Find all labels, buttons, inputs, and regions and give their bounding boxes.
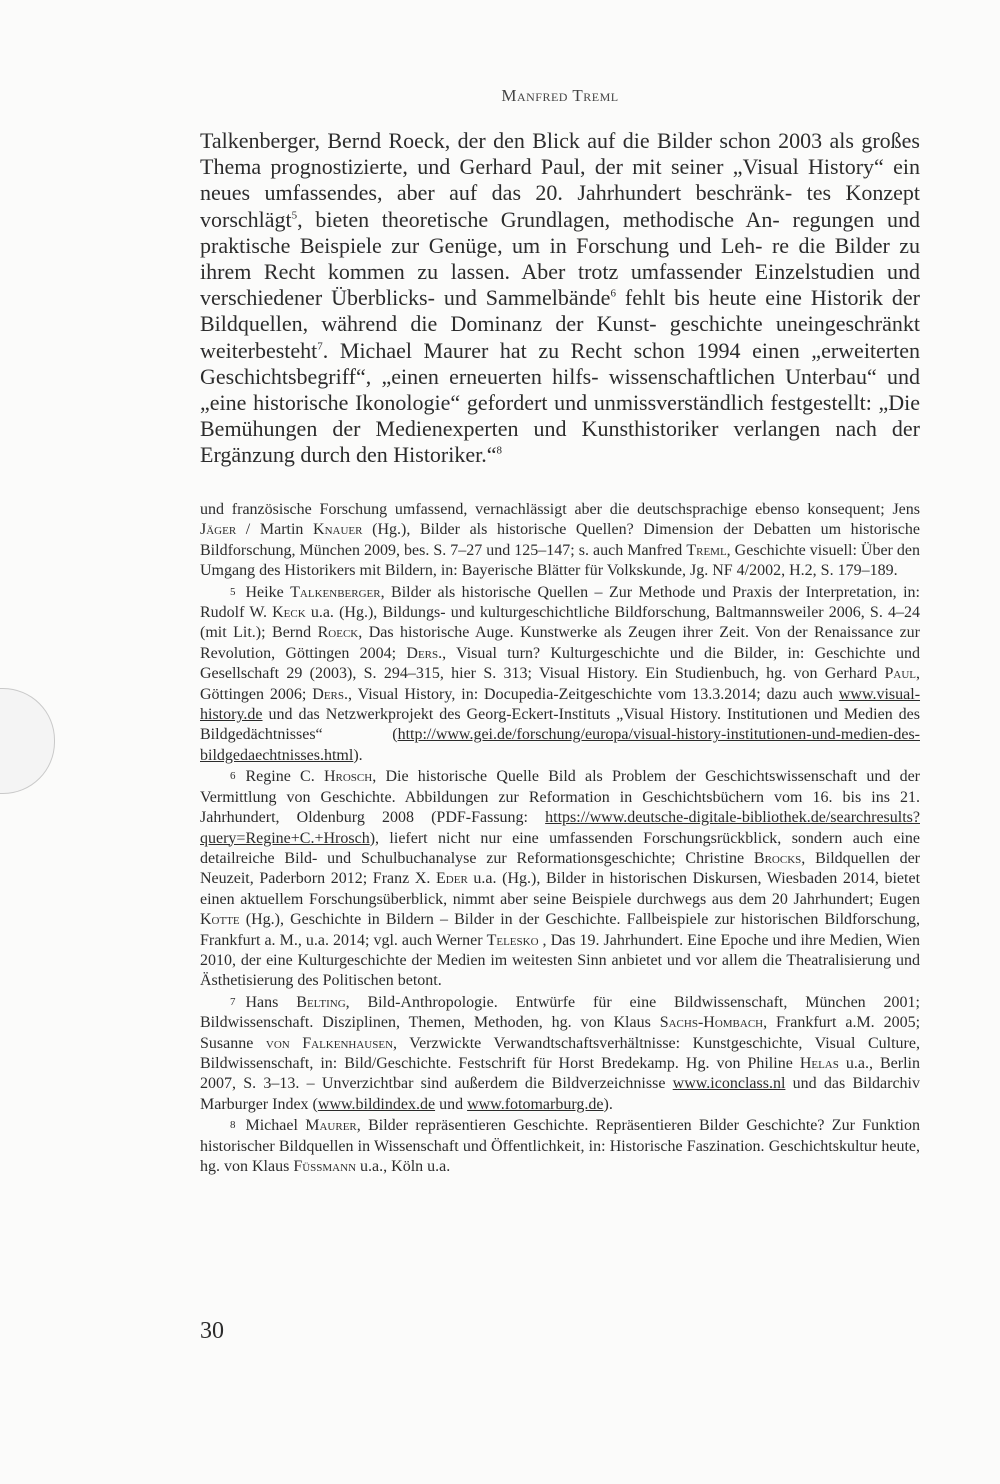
body-line: wissenschaftlichen Unterbau“ und „eine historische Ikonologie“ gefordert [200, 363, 920, 416]
footnote-number: 7 [230, 995, 236, 1008]
footnote-text: , Bilder als historische Quellen – Zur Methode und Praxis der Interpretation, in: Rudolf W. [200, 583, 921, 622]
body-line: geschichte uneingeschränkt weiterbesteht [200, 311, 921, 363]
url-link[interactable]: www.visual-history.de [200, 685, 921, 724]
author-name: Ders. [406, 644, 443, 662]
footnote-text: , Das historische Auge. Kunstwerke als Zeugen ihrer Zeit. Von der Renaissance zur Revolution, Göttingen 2004; [200, 624, 920, 662]
body-line: und unmissverständlich festgestellt: „Die Bemühungen der Medienexperten [200, 390, 921, 442]
footnotes [200, 500, 920, 1177]
footnote-text: Regine C. [245, 768, 324, 786]
footnote-8 [200, 1115, 920, 1177]
footnote-text: , Geschichte visuell: Über den Umgang des Historikers mit Bildern, in: Bayerische Blätter für Volkskunde, Jg. NF 4/2002, H.2, S. 179–189. [200, 541, 920, 580]
scanner-clip-shadow [0, 688, 55, 794]
body-line: Talkenberger, Bernd Roeck, der den Blick auf die Bilder schon 2003 als [200, 128, 854, 153]
footnote-text: und das Bildarchiv Marburger Index ( [200, 1075, 920, 1113]
footnote-text: (Hg.), Bilder als historische Quellen? Dimension der Debatten um historische Bildforschung, München 2009, bes. S. 7–27 und 125–147; s. auch Manfred [200, 521, 920, 559]
footnote-text: , Bilder repräsentieren Geschichte. Repräsentieren Bilder Geschichte? Zur Funktion historischer Bildquellen in Wissenschaft und Öffentlichkeit, in: Historische Faszination. Geschichtskultur heute, hg. von Klaus [200, 1117, 921, 1175]
footnote-text: , Visual turn? Kulturgeschichte und die Bilder, in: Geschichte und Gesellschaft 29 (2003), S. 294–315, hier S. 313; Visual History. Ein Studienbuch, hg. von Gerhard [200, 644, 920, 683]
footnote-text: , Bild-Anthropologie. Entwürfe für eine Bildwissenschaft, München 2001; Bildwissenschaft. Disziplinen, Themen, Methoden, hg. von Klaus [200, 993, 920, 1032]
footnote-text: ), liefert nicht nur eine umfassenden Forschungsrückblick, sondern auch eine detailreiche Bild- und Schulbuchanalyse zur Reformationsgeschichte; Christine [200, 829, 920, 867]
body-line: fehlt bis [615, 285, 700, 311]
body-line: regungen und praktische Beispiele zur Genüge, um in Forschung und Leh- [200, 206, 921, 258]
footnote-number: 5 [230, 585, 236, 598]
footnote-number: 8 [230, 1119, 236, 1132]
footnote-6 [200, 766, 920, 991]
footnote-text: u.a., Köln u.a. [356, 1158, 451, 1175]
footnote-text: , Frankfurt a.M. 2005; Susanne [200, 1014, 921, 1052]
footnote-ref-5[interactable]: 5 [291, 209, 298, 222]
body-line: großes Thema prognostizierte, und Gerhard Paul, der mit seiner „Visual [200, 128, 920, 180]
author-name: Knauer [313, 521, 363, 539]
author-name: Sachs-Hombach [659, 1014, 764, 1032]
author-name: Ders. [312, 685, 349, 703]
footnote-ref-6[interactable]: 6 [610, 287, 616, 300]
author-name: Talkenberger [290, 583, 381, 601]
body-line: schon 1994 einen „erweiterten Geschichtsbegriff“, „einen erneuerten hilfs- [200, 337, 921, 389]
author-name: von Falkenhausen [265, 1034, 394, 1052]
footnote-text: u.a. (Hg.), Bilder in historischen Diskursen, Wiesbaden 2014, bietet einen aktuellem Forschungsüberblick, nimmt aber seine Beispiele durchwegs aus dem 20 Jahrhundert; Eugen [200, 870, 921, 908]
author-name: Kotte [200, 911, 240, 929]
author-name: Hrosch [323, 768, 373, 786]
body-line: und Kunsthistoriker verlangen nach der Ergänzung durch den Historiker.“ [200, 416, 921, 468]
body-line: Einzelstudien und verschiedener Überblicks- und Sammelbände [200, 259, 920, 311]
author-name: Treml [686, 541, 727, 559]
footnote-text: , Das 19. Jahrhundert. Eine Epoche und ihre Medien, Wien 2010, der eine Kulturgeschichte der Medien im weitesten Sinn anbietet und vor allem die Theatralisierung und Ästhetisierung des Politischen betont. [200, 931, 921, 990]
url-link[interactable]: www.iconclass.nl [672, 1075, 786, 1093]
footnote-text: , Bildquellen der Neuzeit, Paderborn 2012; Franz X. [200, 849, 921, 888]
footnote-text: Heike [245, 583, 291, 601]
footnote-number: 6 [230, 770, 236, 783]
author-name: Füssmann [293, 1158, 357, 1175]
url-link[interactable]: www.bildindex.de [317, 1095, 436, 1113]
body-paragraph [200, 128, 920, 469]
author-name: Telesko [486, 931, 539, 949]
footnote-text: ). [353, 746, 363, 764]
author-name: Jäger [200, 521, 237, 539]
footnote-7 [200, 992, 920, 1115]
footnote-text: u.a. (Hg.), Bildungs- und kulturgeschichtliche Bildforschung, Baltmannsweiler 2006, S. 4–24 (mit Lit.); Bernd [200, 604, 920, 642]
author-name: Keck [272, 604, 306, 622]
author-name: Paul [884, 665, 916, 683]
footnote-text: (Hg.), Geschichte in Bildern – Bilder in der Geschichte. Fallbeispiele zur historischen Bildforschung, Frankfurt a. M., u.a. 2014; vgl. auch Werner [200, 911, 920, 949]
author-name: Helas [799, 1054, 839, 1072]
footnote-text: und [435, 1095, 468, 1113]
url-link[interactable]: www.fotomarburg.de [467, 1095, 604, 1113]
body-line: , bieten theoretische Grundlagen, methodische An- [297, 206, 780, 232]
footnote-text: , Göttingen 2006; [200, 665, 920, 703]
footnote-text: ). [603, 1095, 613, 1113]
footnote-text: , Die historische Quelle Bild als Problem der Geschichtswissenschaft und der Vermittlung von Geschichte. Abbildungen zur Reformation in Geschichtsbüchern vom 16. bis ins 21. Jahrhundert, Oldenburg 2008 (PDF-Fassung: [200, 768, 920, 827]
body-line: re die Bilder zu ihrem Recht kommen zu lassen. Aber trotz umfassender [200, 232, 920, 285]
body-line: History“ ein neues umfassendes, aber auf das 20. Jahrhundert beschränk- [200, 154, 920, 206]
url-link[interactable]: https://www.deutsche-digitale-bibliothek.de/searchresults?query=Regine+C.+Hrosch [200, 809, 920, 847]
footnote-text: / Martin [236, 521, 314, 539]
page-number: 30 [200, 1318, 224, 1344]
footnote-ref-7[interactable]: 7 [317, 340, 323, 353]
footnote-text: , Verzwickte Verwandtschaftsverhältnisse: Kunstgeschichte, Visual Culture, Bildwissenschaft, in: Bild/Geschichte. Festschrift für Horst Bredekamp. Hg. von Philine [200, 1034, 920, 1072]
footnote-continuation [200, 500, 920, 582]
footnote-text: , Visual History, in: Docupedia-Zeitgeschichte vom 13.3.2014; dazu auch [348, 685, 839, 703]
footnote-text: und französische Forschung umfassend, vernachlässigt aber die deutschsprachige ebenso konsequent; Jens [200, 501, 920, 518]
author-name: Belting [296, 993, 346, 1011]
running-header-author: Manfred Treml [501, 86, 619, 105]
footnote-text: und das Netzwerkprojekt des Georg-Eckert-Instituts „Visual History. Institutionen und Medien des Bildgedächtnisses“ ( [200, 706, 920, 744]
footnote-text: Hans [245, 993, 297, 1011]
author-name: Eder [436, 870, 468, 888]
url-link[interactable]: http://www.gei.de/forschung/europa/visual-history-institutionen-und-medien-des-bildgedaechtnisses.html [200, 726, 920, 764]
author-name: Brocks [753, 849, 802, 867]
footnote-text: u.a., Berlin 2007, S. 3–13. – Unverzichtbar sind außerdem die Bildverzeichnisse [200, 1054, 920, 1093]
author-name: Roeck [317, 624, 359, 642]
author-name: Maurer [305, 1117, 357, 1135]
footnote-ref-8[interactable]: 8 [496, 445, 503, 458]
footnote-5 [200, 582, 920, 767]
footnote-text: Michael [245, 1117, 306, 1135]
body-line: tes Konzept vorschlägt [200, 180, 921, 232]
body-line: . Michael Maurer hat zu Recht [322, 337, 622, 363]
body-line: heute eine Historik der Bildquellen, während die Dominanz der Kunst- [200, 285, 921, 337]
